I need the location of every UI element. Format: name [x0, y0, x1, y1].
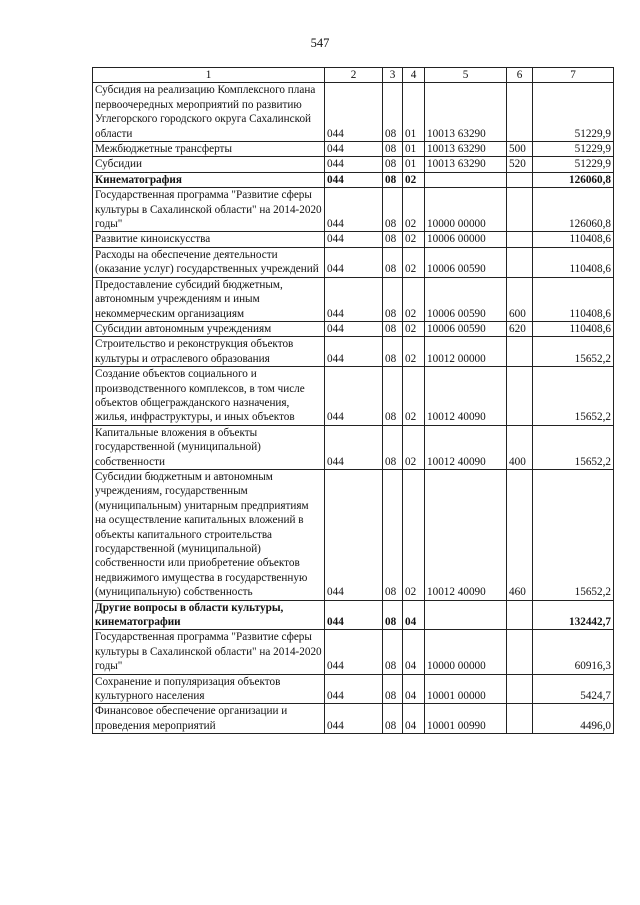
row-subsection-code: 02 [403, 367, 425, 426]
table-row [93, 469, 614, 600]
row-subsection-code: 02 [403, 172, 425, 187]
table-row [93, 83, 614, 142]
row-amount: 51229,9 [533, 83, 614, 142]
table-row [93, 367, 614, 426]
row-target-article: 10012 40090 [425, 425, 507, 469]
row-subsection-code: 04 [403, 630, 425, 674]
row-target-article: 10006 00590 [425, 277, 507, 321]
row-target-article: 10012 40090 [425, 469, 507, 600]
row-section-code: 08 [383, 600, 403, 630]
row-section-code: 08 [383, 704, 403, 734]
row-amount: 110408,6 [533, 277, 614, 321]
row-section-code: 08 [383, 469, 403, 600]
row-name: Финансовое обеспечение организации и проведения мероприятий [93, 704, 325, 734]
row-expense-type [507, 232, 533, 247]
row-name: Государственная программа "Развитие сферы культуры в Сахалинской области" на 2014-2020 годы" [93, 188, 325, 232]
row-section-code: 08 [383, 232, 403, 247]
row-expense-type [507, 172, 533, 187]
row-amount: 15652,2 [533, 367, 614, 426]
row-amount: 51229,9 [533, 142, 614, 157]
row-expense-type [507, 337, 533, 367]
row-name: Другие вопросы в области культуры, кинематографии [93, 600, 325, 630]
row-expense-type: 620 [507, 321, 533, 336]
row-subsection-code: 02 [403, 188, 425, 232]
row-subsection-code: 02 [403, 277, 425, 321]
row-section-code: 08 [383, 188, 403, 232]
row-section-code: 08 [383, 142, 403, 157]
row-amount: 4496,0 [533, 704, 614, 734]
row-name: Развитие киноискусства [93, 232, 325, 247]
row-expense-type [507, 367, 533, 426]
row-expense-type: 460 [507, 469, 533, 600]
row-subsection-code: 04 [403, 674, 425, 704]
row-target-article: 10000 00000 [425, 630, 507, 674]
row-target-article: 10012 00000 [425, 337, 507, 367]
row-amount: 51229,9 [533, 157, 614, 172]
row-name: Межбюджетные трансферты [93, 142, 325, 157]
row-ministry-code: 044 [325, 337, 383, 367]
row-expense-type: 500 [507, 142, 533, 157]
row-name: Сохранение и популяризация объектов культурного населения [93, 674, 325, 704]
row-name: Предоставление субсидий бюджетным, автономным учреждениям и иным некоммерческим организациям [93, 277, 325, 321]
row-ministry-code: 044 [325, 188, 383, 232]
row-amount: 15652,2 [533, 425, 614, 469]
row-amount: 110408,6 [533, 321, 614, 336]
row-amount: 15652,2 [533, 337, 614, 367]
row-target-article: 10006 00000 [425, 232, 507, 247]
row-section-code: 08 [383, 367, 403, 426]
row-expense-type [507, 674, 533, 704]
row-expense-type: 520 [507, 157, 533, 172]
table-row [93, 674, 614, 704]
row-target-article: 10001 00990 [425, 704, 507, 734]
row-ministry-code: 044 [325, 172, 383, 187]
row-subsection-code: 04 [403, 704, 425, 734]
row-section-code: 08 [383, 247, 403, 277]
row-name: Капитальные вложения в объекты государственной (муниципальной) собственности [93, 425, 325, 469]
row-name: Создание объектов социального и производственного комплексов, в том числе объектов общегражданского назначения, жилья, инфраструктуры, и иных объектов [93, 367, 325, 426]
col-header-ministry: 2 [325, 68, 383, 83]
row-section-code: 08 [383, 321, 403, 336]
row-name: Строительство и реконструкция объектов культуры и отраслевого образования [93, 337, 325, 367]
row-ministry-code: 044 [325, 83, 383, 142]
row-name: Расходы на обеспечение деятельности (оказание услуг) государственных учреждений [93, 247, 325, 277]
row-expense-type [507, 630, 533, 674]
row-section-code: 08 [383, 630, 403, 674]
table-row [93, 630, 614, 674]
row-ministry-code: 044 [325, 247, 383, 277]
row-target-article [425, 172, 507, 187]
row-target-article: 10006 00590 [425, 247, 507, 277]
row-subsection-code: 02 [403, 232, 425, 247]
row-target-article: 10001 00000 [425, 674, 507, 704]
row-ministry-code: 044 [325, 600, 383, 630]
row-subsection-code: 01 [403, 83, 425, 142]
row-ministry-code: 044 [325, 142, 383, 157]
row-amount: 5424,7 [533, 674, 614, 704]
col-header-section: 3 [383, 68, 403, 83]
row-ministry-code: 044 [325, 367, 383, 426]
col-header-target-article: 5 [425, 68, 507, 83]
row-amount: 110408,6 [533, 247, 614, 277]
row-ministry-code: 044 [325, 469, 383, 600]
budget-table [92, 67, 614, 734]
row-name: Субсидии бюджетным и автономным учреждениям, государственным (муниципальным) унитарным предприятиям на осуществление капитальных вложений в объекты капитального строительства государственной (муниципальной) собственности или приобретение объектов недвижимого имущества в государственную (муниципальную) собственность [93, 469, 325, 600]
row-target-article: 10013 63290 [425, 142, 507, 157]
row-expense-type: 400 [507, 425, 533, 469]
table-row [93, 704, 614, 734]
row-section-code: 08 [383, 172, 403, 187]
col-header-subsection: 4 [403, 68, 425, 83]
row-name: Субсидии автономным учреждениям [93, 321, 325, 336]
row-subsection-code: 02 [403, 469, 425, 600]
row-target-article: 10013 63290 [425, 83, 507, 142]
row-expense-type [507, 704, 533, 734]
table-row [93, 600, 614, 630]
row-subsection-code: 01 [403, 157, 425, 172]
row-name: Государственная программа "Развитие сферы культуры в Сахалинской области" на 2014-2020 годы" [93, 630, 325, 674]
table-row [93, 321, 614, 336]
row-target-article: 10012 40090 [425, 367, 507, 426]
row-subsection-code: 02 [403, 337, 425, 367]
row-amount: 126060,8 [533, 188, 614, 232]
row-ministry-code: 044 [325, 630, 383, 674]
row-ministry-code: 044 [325, 425, 383, 469]
row-section-code: 08 [383, 425, 403, 469]
row-expense-type [507, 83, 533, 142]
row-section-code: 08 [383, 83, 403, 142]
row-subsection-code: 04 [403, 600, 425, 630]
row-ministry-code: 044 [325, 321, 383, 336]
row-target-article: 10000 00000 [425, 188, 507, 232]
row-expense-type [507, 247, 533, 277]
row-section-code: 08 [383, 674, 403, 704]
row-section-code: 08 [383, 157, 403, 172]
row-ministry-code: 044 [325, 704, 383, 734]
row-name: Субсидия на реализацию Комплексного плана первоочередных мероприятий по развитию Углегорского городского округа Сахалинской области [93, 83, 325, 142]
row-subsection-code: 02 [403, 425, 425, 469]
col-header-name: 1 [93, 68, 325, 83]
header-row [93, 68, 614, 83]
page-number: 547 [310, 36, 330, 50]
row-ministry-code: 044 [325, 277, 383, 321]
table-row [93, 247, 614, 277]
row-amount: 60916,3 [533, 630, 614, 674]
col-header-expense-type: 6 [507, 68, 533, 83]
table-row [93, 425, 614, 469]
table-row [93, 232, 614, 247]
row-subsection-code: 02 [403, 247, 425, 277]
row-section-code: 08 [383, 277, 403, 321]
row-ministry-code: 044 [325, 674, 383, 704]
row-target-article: 10013 63290 [425, 157, 507, 172]
row-amount: 126060,8 [533, 172, 614, 187]
row-name: Субсидии [93, 157, 325, 172]
table-row [93, 142, 614, 157]
row-ministry-code: 044 [325, 232, 383, 247]
row-subsection-code: 02 [403, 321, 425, 336]
row-subsection-code: 01 [403, 142, 425, 157]
row-amount: 15652,2 [533, 469, 614, 600]
table-row [93, 172, 614, 187]
col-header-amount: 7 [533, 68, 614, 83]
row-name: Кинематография [93, 172, 325, 187]
row-expense-type [507, 188, 533, 232]
table-row [93, 188, 614, 232]
row-section-code: 08 [383, 337, 403, 367]
table-row [93, 277, 614, 321]
row-amount: 110408,6 [533, 232, 614, 247]
table-row [93, 157, 614, 172]
row-expense-type [507, 600, 533, 630]
row-target-article [425, 600, 507, 630]
row-expense-type: 600 [507, 277, 533, 321]
row-ministry-code: 044 [325, 157, 383, 172]
row-amount: 132442,7 [533, 600, 614, 630]
row-target-article: 10006 00590 [425, 321, 507, 336]
table-row [93, 337, 614, 367]
